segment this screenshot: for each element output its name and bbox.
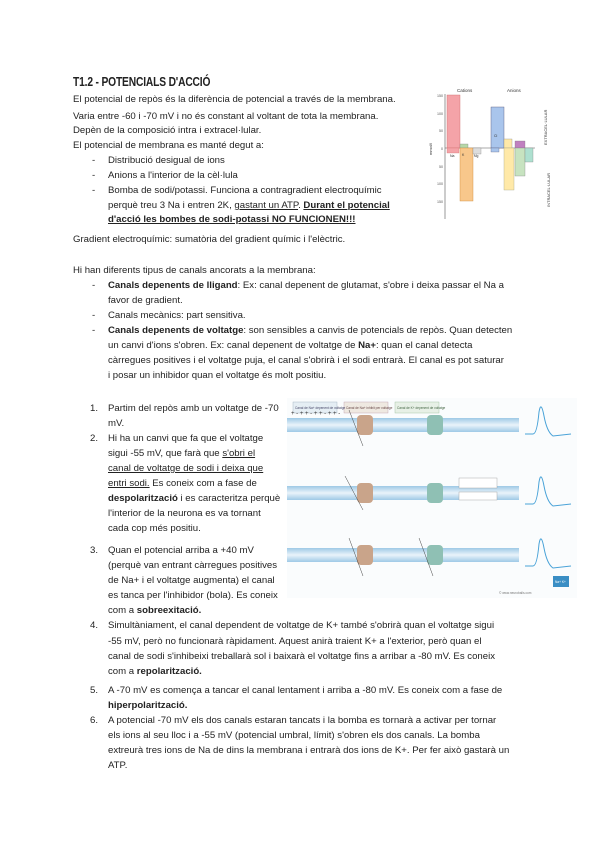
- channel-protein: [357, 483, 373, 503]
- channel-protein: [357, 415, 373, 435]
- bullet-dash: -: [92, 280, 96, 291]
- figure-header-3: Canal de K+ depenent de voltatge: [397, 406, 446, 410]
- bullet-dash: -: [92, 170, 96, 181]
- step-number: 4.: [90, 620, 99, 631]
- step-2-line-6: l'interior de la neurona es va tornant: [108, 508, 261, 519]
- canal-lligand-line-2: favor de gradient.: [108, 295, 183, 306]
- intro-line-4: El potencial de membrana es manté degut a:: [73, 140, 264, 151]
- step-2-line-4: entri sodi. Es coneix com a fase de: [108, 478, 257, 489]
- svg-text:K: K: [462, 153, 465, 157]
- bullet-bomba-line-2: perquè treu 3 Na i entren 2K, gastant un ATP. Durant el potencial: [108, 200, 390, 211]
- figure-credit: © www.neuroballs.com: [499, 591, 532, 595]
- step-6-line-2: els ions al seu lloc i a -55 mV (potencial umbral, límit) s'obren els dos canals. La bomba: [108, 730, 480, 741]
- step-2-line-3: canal de voltatge de sodi i deixa que: [108, 463, 264, 474]
- step-4: Simultàniament, el canal dependent de voltatge de K+ també s'obrirà quan el voltatge sigui: [108, 620, 495, 631]
- step-3-line-5: com a sobreexitació.: [108, 605, 202, 616]
- bullet-bomba-line-3: d'acció les bombes de sodi-potassi NO FUNCIONEN!!!: [108, 214, 356, 225]
- bar-na-extra: [447, 95, 460, 148]
- step-number: 1.: [90, 403, 99, 414]
- intro-line-1: El potencial de repòs és la diferència de potencial a través de la membrana.: [73, 94, 396, 105]
- chart-label-extracellular: EXTRACEL·LULAR: [543, 109, 548, 145]
- chart-label-intracellular: INTRACEL·LULAR: [546, 172, 551, 207]
- channel-protein: [427, 545, 443, 565]
- step-5: A -70 mV es comença a tancar el canal lentament i arriba a -80 mV. Es coneix com a fase de: [108, 685, 503, 696]
- step-4-line-3: canal de sodi s'inhibeixi treballarà sol i baixarà el voltatge fins a arribar a -80 mV. Es coneix: [108, 651, 496, 662]
- svg-text:50: 50: [439, 129, 443, 133]
- bar-other-intra: [525, 148, 533, 162]
- step-5-line-2: hiperpolarització.: [108, 700, 188, 711]
- canals-intro: Hi han diferents tipus de canals ancorats a la membrana:: [73, 265, 316, 276]
- svg-text:100: 100: [437, 112, 443, 116]
- svg-text:150: 150: [437, 200, 443, 204]
- figure-header-2: Canal de Na+ inhibit per voltatge: [346, 406, 393, 410]
- step-1: Partim del repòs amb un voltatge de -70: [108, 403, 279, 414]
- step-2-line-5: despolarització i es caracteritza perquè: [108, 493, 281, 504]
- bullet-dash: -: [92, 185, 96, 196]
- canal-voltatge: Canals depenents de voltatge: son sensibles a canvis de potencials de repòs. Quan detecten: [108, 325, 513, 336]
- step-number: 2.: [90, 433, 99, 444]
- chart-col-cations: Cations: [457, 88, 473, 93]
- bullet-dash: -: [92, 155, 96, 166]
- bullet-bomba: Bomba de sodi/potassi. Funciona a contragradient electroquímic: [108, 185, 382, 196]
- svg-text:150: 150: [437, 94, 443, 98]
- gradient-definition: Gradient electroquímic: sumatòria del gradient químic i l'elèctric.: [73, 234, 346, 245]
- step-number: 6.: [90, 715, 99, 726]
- page-title: T1.2 - POTENCIALS D'ACCIÓ: [73, 75, 211, 89]
- chart-ylabel: mmol/l: [428, 143, 433, 155]
- step-number: 3.: [90, 545, 99, 556]
- step-4-line-2: -55 mV, però no funcionarà ràpidament. Aquest anirà traient K+ a l'exterior, però quan el: [108, 636, 482, 647]
- step-1-line-2: mV.: [108, 418, 125, 429]
- svg-text:100: 100: [437, 182, 443, 186]
- ion-composition-chart: [425, 85, 555, 220]
- bar-prot-intra: [515, 148, 525, 176]
- chart-col-anions: Anions: [507, 88, 521, 93]
- bar-cl-extra: [491, 107, 504, 148]
- step-3-line-4: es tanca per l'inhibidor (bola). Es coneix: [108, 590, 278, 601]
- channel-figure: [287, 398, 577, 598]
- step-6-line-4: ATP.: [108, 760, 128, 771]
- figure-tag: Na+ K+: [555, 580, 566, 584]
- figure-header-1: Canal de Na+ depenent de voltatge: [295, 406, 346, 410]
- canal-lligand: Canals depenents de lligand: Ex: canal depenent de glutamat, s'obre i deixa passar el Na a: [108, 280, 504, 291]
- step-3-line-3: de Na+ i el voltatge augmenta) el canal: [108, 575, 275, 586]
- svg-text:+ - + + - + + - + + -: + - + + - + + - + + -: [291, 411, 341, 417]
- bar-na-intra: [447, 148, 459, 153]
- bar-hco3-extra: [504, 139, 512, 148]
- step-4-line-4: com a repolarització.: [108, 666, 202, 677]
- canal-voltatge-line-4: i posar un inhibidor quan el voltatge és molt positiu.: [108, 370, 327, 381]
- canal-voltatge-line-2: un canvi d'ions s'obren. Ex: canal depenent de voltatge de Na+: quan el canal detecta: [108, 340, 473, 351]
- svg-text:Mg: Mg: [474, 154, 479, 158]
- bullet-dash: -: [92, 325, 96, 336]
- bullet-dash: -: [92, 310, 96, 321]
- step-2: Hi ha un canvi que fa que el voltatge: [108, 433, 264, 444]
- bullet-anions: Anions a l'interior de la cèl·lula: [108, 170, 238, 181]
- intro-line-3: Depèn de la composició intra i extracel·lular.: [73, 125, 262, 136]
- bullet-distribucio: Distribució desigual de ions: [108, 155, 225, 166]
- step-3: Quan el potencial arriba a +40 mV: [108, 545, 254, 556]
- bar-ca-extra: [460, 144, 468, 148]
- step-2-line-2: sigui -55 mV, que farà que s'obri el: [108, 448, 256, 459]
- intro-line-2: Varia entre -60 i -70 mV i no és constant al voltant de tota la membrana.: [73, 111, 379, 122]
- channel-protein: [357, 545, 373, 565]
- svg-text:Cl: Cl: [494, 134, 498, 138]
- step-6-line-3: extreurà tres ions de Na de dins la membrana i entrarà dos ions de K+. Per fer això gastarà un: [108, 745, 510, 756]
- svg-text:Na: Na: [450, 154, 455, 158]
- step-2-line-7: cada cop més positiu.: [108, 523, 201, 534]
- step-3-line-2: (perquè van entrant càrregues positives: [108, 560, 278, 571]
- channel-protein: [427, 483, 443, 503]
- bar-cl-intra: [491, 148, 499, 152]
- channel-protein: [427, 415, 443, 435]
- step-number: 5.: [90, 685, 99, 696]
- canal-mecanics: Canals mecànics: part sensitiva.: [108, 310, 246, 321]
- step-6: A potencial -70 mV els dos canals estaran tancats i la bomba es tornarà a activar per tornar: [108, 715, 497, 726]
- canal-voltatge-line-3: càrregues positives i el voltatge puja, el canal s'obrirà i el sodi entrarà. El canal es pot saturar: [108, 355, 504, 366]
- bar-phos-intra: [504, 148, 514, 190]
- bar-prot-extra: [515, 141, 525, 148]
- svg-text:0: 0: [441, 147, 443, 151]
- svg-text:50: 50: [439, 165, 443, 169]
